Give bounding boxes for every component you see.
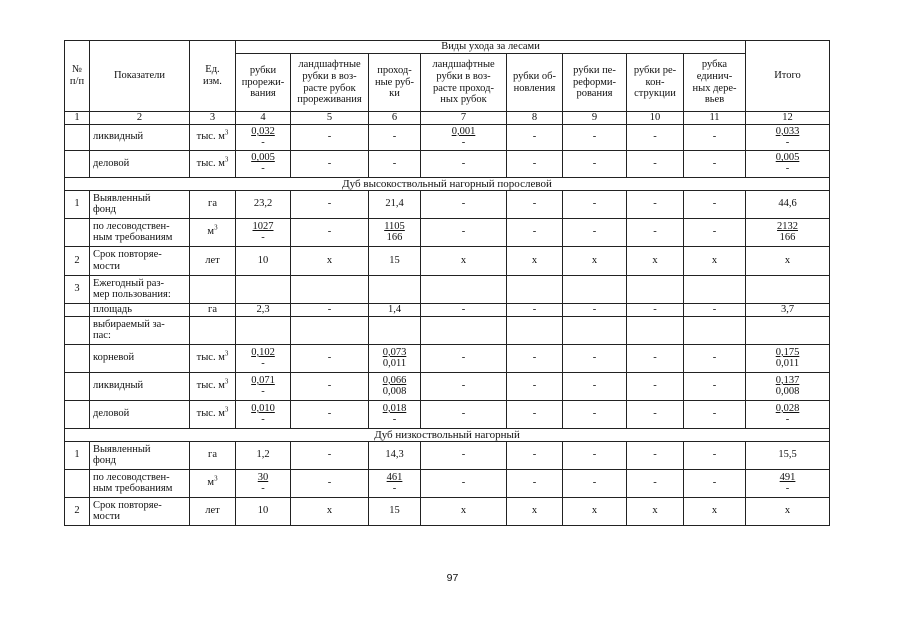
row-label: по лесоводствен- ным требованиям <box>90 218 190 246</box>
fraction-denominator: - <box>785 413 790 425</box>
value-cell <box>746 372 830 400</box>
col-header-kind: рубки ре- кон- струкции <box>627 54 684 112</box>
row-label: Выявленный фонд <box>90 190 190 218</box>
unit-superscript: 3 <box>214 223 218 232</box>
value-cell: - <box>684 303 746 316</box>
value-cell: - <box>291 469 369 497</box>
table-row <box>65 218 830 246</box>
row-unit <box>190 497 236 525</box>
unit-superscript: 3 <box>224 377 229 386</box>
row-label: деловой <box>90 400 190 428</box>
col-header-kind: рубки пе- реформи- рования <box>563 54 627 112</box>
value-cell <box>236 218 291 246</box>
value-cell <box>746 124 830 150</box>
value-cell: - <box>684 372 746 400</box>
value-cell: 2,3 <box>236 303 291 316</box>
value-cell: - <box>291 303 369 316</box>
value-cell: x <box>684 246 746 275</box>
fraction-value <box>253 221 274 243</box>
value-cell <box>627 275 684 303</box>
col-header-kind: ландшафтные рубки в воз- расте проход- ных рубок <box>421 54 507 112</box>
fraction-numerator: 0,028 <box>775 402 800 414</box>
fraction-denominator: - <box>392 413 397 425</box>
unit-text: тыс. м <box>196 131 225 143</box>
row-number <box>65 124 90 150</box>
fraction-numerator: 1027 <box>252 220 274 232</box>
value-cell: x <box>746 246 830 275</box>
fraction-numerator: 0,073 <box>382 346 407 358</box>
value-cell: 15,5 <box>746 441 830 469</box>
col-header-total: Итого <box>746 41 830 112</box>
fraction-numerator: 491 <box>779 471 796 483</box>
fraction-denominator: - <box>261 385 265 397</box>
value-cell: - <box>369 150 421 177</box>
value-cell: x <box>627 246 684 275</box>
value-cell: - <box>507 190 563 218</box>
fraction-denominator: - <box>261 413 265 425</box>
unit-text: га <box>208 198 217 210</box>
row-number: 3 <box>65 275 90 303</box>
value-cell: 21,4 <box>369 190 421 218</box>
fraction-numerator: 0,071 <box>251 374 275 386</box>
row-number: 1 <box>65 190 90 218</box>
value-cell: 44,6 <box>746 190 830 218</box>
column-number: 7 <box>421 112 507 125</box>
fraction-denominator: 166 <box>386 231 403 243</box>
value-cell: - <box>563 441 627 469</box>
value-cell: 3,7 <box>746 303 830 316</box>
fraction-denominator: - <box>261 136 265 148</box>
table-row <box>65 400 830 428</box>
fraction-value <box>251 152 275 174</box>
fraction-value <box>452 126 476 148</box>
column-number: 12 <box>746 112 830 125</box>
value-cell: - <box>507 372 563 400</box>
value-cell: - <box>291 372 369 400</box>
fraction-value <box>383 347 407 369</box>
table-row <box>65 469 830 497</box>
value-cell: - <box>627 218 684 246</box>
value-cell <box>369 469 421 497</box>
fraction-value <box>251 126 275 148</box>
row-unit <box>190 190 236 218</box>
table-row <box>65 497 830 525</box>
row-number: 2 <box>65 497 90 525</box>
col-header-indicators: Показатели <box>90 41 190 112</box>
value-cell <box>563 275 627 303</box>
value-cell <box>746 344 830 372</box>
row-unit <box>190 316 236 344</box>
fraction-numerator: 0,033 <box>775 125 800 137</box>
value-cell: x <box>563 246 627 275</box>
fraction-denominator: - <box>392 482 397 494</box>
value-cell <box>746 316 830 344</box>
unit-superscript: 3 <box>224 349 229 358</box>
fraction-value <box>387 472 403 494</box>
fraction-numerator: 461 <box>386 471 403 483</box>
value-cell <box>236 275 291 303</box>
value-cell: x <box>746 497 830 525</box>
fraction-numerator: 0,018 <box>382 402 407 414</box>
table-row <box>65 316 830 344</box>
col-header-unit: Ед. изм. <box>190 41 236 112</box>
table-row <box>65 344 830 372</box>
value-cell: - <box>563 303 627 316</box>
value-cell <box>746 150 830 177</box>
fraction-numerator: 30 <box>257 471 269 483</box>
value-cell <box>684 316 746 344</box>
row-number <box>65 469 90 497</box>
value-cell: - <box>563 218 627 246</box>
value-cell: - <box>563 400 627 428</box>
row-unit <box>190 372 236 400</box>
value-cell <box>369 218 421 246</box>
row-label: Ежегодный раз- мер пользования: <box>90 275 190 303</box>
value-cell <box>746 275 830 303</box>
value-cell: - <box>421 372 507 400</box>
value-cell: - <box>684 469 746 497</box>
value-cell <box>627 316 684 344</box>
value-cell: - <box>291 124 369 150</box>
fraction-denominator: - <box>261 231 265 243</box>
value-cell: x <box>507 246 563 275</box>
unit-text: м <box>207 226 215 238</box>
value-cell: - <box>507 441 563 469</box>
row-unit <box>190 275 236 303</box>
col-header-kind: проход- ные руб- ки <box>369 54 421 112</box>
section-row <box>65 428 830 441</box>
value-cell: - <box>291 218 369 246</box>
value-cell: - <box>627 190 684 218</box>
value-cell: 15 <box>369 246 421 275</box>
value-cell: - <box>563 124 627 150</box>
value-cell: - <box>627 303 684 316</box>
value-cell: - <box>684 441 746 469</box>
fraction-numerator: 0,137 <box>775 374 800 386</box>
row-unit <box>190 246 236 275</box>
value-cell: - <box>627 124 684 150</box>
value-cell <box>421 316 507 344</box>
row-unit <box>190 150 236 177</box>
column-number: 1 <box>65 112 90 125</box>
value-cell <box>684 275 746 303</box>
fraction-value <box>776 152 800 174</box>
unit-superscript: 3 <box>214 474 218 483</box>
value-cell: - <box>563 150 627 177</box>
value-cell: 1,4 <box>369 303 421 316</box>
fraction-numerator: 0,005 <box>251 152 275 164</box>
fraction-denominator: 0,008 <box>775 385 800 397</box>
value-cell: - <box>507 303 563 316</box>
value-cell: - <box>291 400 369 428</box>
value-cell: - <box>684 218 746 246</box>
value-cell: - <box>563 190 627 218</box>
value-cell <box>746 218 830 246</box>
value-cell: - <box>507 400 563 428</box>
value-cell: x <box>291 246 369 275</box>
row-unit <box>190 218 236 246</box>
table-row <box>65 190 830 218</box>
value-cell: 10 <box>236 246 291 275</box>
fraction-numerator: 2132 <box>777 220 799 232</box>
unit-superscript: 3 <box>224 405 229 414</box>
value-cell: - <box>684 124 746 150</box>
value-cell: - <box>421 441 507 469</box>
row-label: ликвидный <box>90 124 190 150</box>
unit-text: га <box>208 449 217 461</box>
table-row <box>65 275 830 303</box>
value-cell <box>421 124 507 150</box>
fraction-value <box>383 403 407 425</box>
unit-text: м <box>207 477 215 489</box>
value-cell: - <box>291 344 369 372</box>
value-cell <box>236 400 291 428</box>
value-cell: - <box>684 190 746 218</box>
fraction-value <box>776 347 800 369</box>
value-cell: - <box>421 190 507 218</box>
value-cell <box>421 275 507 303</box>
col-header-num: № п/п <box>65 41 90 112</box>
unit-superscript: 3 <box>224 128 229 137</box>
value-cell: x <box>421 497 507 525</box>
value-cell: - <box>507 124 563 150</box>
fraction-numerator: 0,001 <box>451 125 476 137</box>
unit-text: тыс. м <box>196 408 225 420</box>
col-header-kind: ландшафтные рубки в воз- расте рубок прореживания <box>291 54 369 112</box>
fraction-denominator: - <box>785 163 790 175</box>
row-number <box>65 372 90 400</box>
column-number: 10 <box>627 112 684 125</box>
col-header-kind: рубки прорежи- вания <box>236 54 291 112</box>
fraction-numerator: 1105 <box>384 220 405 232</box>
section-row <box>65 177 830 190</box>
fraction-denominator: - <box>261 163 265 175</box>
value-cell <box>291 275 369 303</box>
row-number <box>65 150 90 177</box>
row-label: Срок повторяе- мости <box>90 246 190 275</box>
row-label: Срок повторяе- мости <box>90 497 190 525</box>
section-title: Дуб низкоствольный нагорный <box>65 428 830 441</box>
fraction-numerator: 0,010 <box>251 402 275 414</box>
column-number: 9 <box>563 112 627 125</box>
value-cell <box>236 150 291 177</box>
row-label: корневой <box>90 344 190 372</box>
page-number: 97 <box>446 572 459 584</box>
fraction-denominator: - <box>461 136 466 148</box>
fraction-numerator: 0,005 <box>775 152 800 164</box>
row-label: выбираемый за- пас: <box>90 316 190 344</box>
value-cell: - <box>684 400 746 428</box>
fraction-denominator: 0,011 <box>775 357 800 369</box>
fraction-denominator: 0,011 <box>382 357 407 369</box>
fraction-numerator: 0,175 <box>775 346 800 358</box>
forest-care-table <box>64 40 830 526</box>
fraction-numerator: 0,102 <box>251 346 275 358</box>
value-cell <box>236 344 291 372</box>
value-cell: 15 <box>369 497 421 525</box>
value-cell <box>369 316 421 344</box>
value-cell: x <box>291 497 369 525</box>
row-number <box>65 400 90 428</box>
value-cell <box>563 316 627 344</box>
column-number: 8 <box>507 112 563 125</box>
value-cell: - <box>684 344 746 372</box>
value-cell <box>236 372 291 400</box>
value-cell <box>236 124 291 150</box>
col-header-kind: рубка единич- ных дере- вьев <box>684 54 746 112</box>
value-cell <box>746 400 830 428</box>
value-cell: - <box>369 124 421 150</box>
row-label: площадь <box>90 303 190 316</box>
fraction-value <box>251 403 275 425</box>
fraction-numerator: 0,066 <box>382 374 407 386</box>
value-cell: - <box>291 190 369 218</box>
value-cell <box>236 316 291 344</box>
value-cell: 14,3 <box>369 441 421 469</box>
column-number: 4 <box>236 112 291 125</box>
value-cell: - <box>627 344 684 372</box>
fraction-value <box>776 375 800 397</box>
value-cell: - <box>563 372 627 400</box>
fraction-denominator: 166 <box>779 231 796 243</box>
value-cell: - <box>421 344 507 372</box>
value-cell: x <box>421 246 507 275</box>
value-cell: - <box>291 441 369 469</box>
value-cell <box>236 469 291 497</box>
row-number: 2 <box>65 246 90 275</box>
unit-text: тыс. м <box>196 157 225 169</box>
value-cell <box>507 316 563 344</box>
value-cell <box>369 275 421 303</box>
row-label: Выявленный фонд <box>90 441 190 469</box>
value-cell: - <box>507 469 563 497</box>
value-cell: - <box>627 150 684 177</box>
fraction-value <box>776 126 800 148</box>
value-cell <box>369 372 421 400</box>
fraction-value <box>780 472 796 494</box>
fraction-value <box>251 375 275 397</box>
fraction-denominator: - <box>261 482 265 494</box>
value-cell: - <box>627 469 684 497</box>
fraction-value <box>251 347 275 369</box>
row-number <box>65 316 90 344</box>
unit-text: тыс. м <box>196 352 225 364</box>
unit-text: га <box>208 303 217 315</box>
value-cell: - <box>684 150 746 177</box>
fraction-denominator: 0,008 <box>382 385 407 397</box>
row-number: 1 <box>65 441 90 469</box>
fraction-denominator: - <box>785 136 790 148</box>
value-cell <box>291 316 369 344</box>
fraction-value <box>383 375 407 397</box>
value-cell: 10 <box>236 497 291 525</box>
col-header-group: Виды ухода за лесами <box>236 41 746 54</box>
value-cell: x <box>627 497 684 525</box>
value-cell: - <box>627 372 684 400</box>
value-cell: - <box>291 150 369 177</box>
row-label: деловой <box>90 150 190 177</box>
unit-text: лет <box>205 505 220 517</box>
row-unit <box>190 303 236 316</box>
column-number: 6 <box>369 112 421 125</box>
row-unit <box>190 400 236 428</box>
col-header-kind: рубки об- новления <box>507 54 563 112</box>
table-row <box>65 150 830 177</box>
fraction-value <box>384 221 405 243</box>
fraction-denominator: - <box>261 357 265 369</box>
column-number: 11 <box>684 112 746 125</box>
table-row <box>65 303 830 316</box>
unit-superscript: 3 <box>224 155 229 164</box>
section-title: Дуб высокоствольный нагорный порослевой <box>65 177 830 190</box>
value-cell: - <box>421 303 507 316</box>
value-cell: - <box>421 218 507 246</box>
value-cell <box>369 344 421 372</box>
fraction-denominator: - <box>785 482 790 494</box>
value-cell: 1,2 <box>236 441 291 469</box>
row-number <box>65 303 90 316</box>
value-cell: - <box>507 218 563 246</box>
value-cell: - <box>627 400 684 428</box>
unit-text: лет <box>205 254 220 266</box>
value-cell: x <box>684 497 746 525</box>
value-cell <box>507 275 563 303</box>
row-label: по лесоводствен- ным требованиям <box>90 469 190 497</box>
table-row <box>65 124 830 150</box>
value-cell: - <box>627 441 684 469</box>
row-unit <box>190 441 236 469</box>
value-cell: - <box>421 469 507 497</box>
value-cell: - <box>563 344 627 372</box>
value-cell: - <box>421 150 507 177</box>
column-number: 5 <box>291 112 369 125</box>
row-unit <box>190 344 236 372</box>
fraction-numerator: 0,032 <box>251 125 275 137</box>
value-cell: - <box>563 469 627 497</box>
value-cell: x <box>507 497 563 525</box>
value-cell: - <box>507 344 563 372</box>
table-row <box>65 372 830 400</box>
unit-text: тыс. м <box>196 380 225 392</box>
value-cell <box>746 469 830 497</box>
value-cell: x <box>563 497 627 525</box>
row-unit <box>190 124 236 150</box>
fraction-value <box>776 403 800 425</box>
value-cell <box>369 400 421 428</box>
table-row <box>65 441 830 469</box>
row-label: ликвидный <box>90 372 190 400</box>
column-number: 2 <box>90 112 190 125</box>
row-number <box>65 344 90 372</box>
column-number: 3 <box>190 112 236 125</box>
fraction-value <box>777 221 798 243</box>
value-cell: - <box>507 150 563 177</box>
row-unit <box>190 469 236 497</box>
table-row <box>65 246 830 275</box>
value-cell: 23,2 <box>236 190 291 218</box>
row-number <box>65 218 90 246</box>
fraction-value <box>258 472 269 494</box>
value-cell: - <box>421 400 507 428</box>
